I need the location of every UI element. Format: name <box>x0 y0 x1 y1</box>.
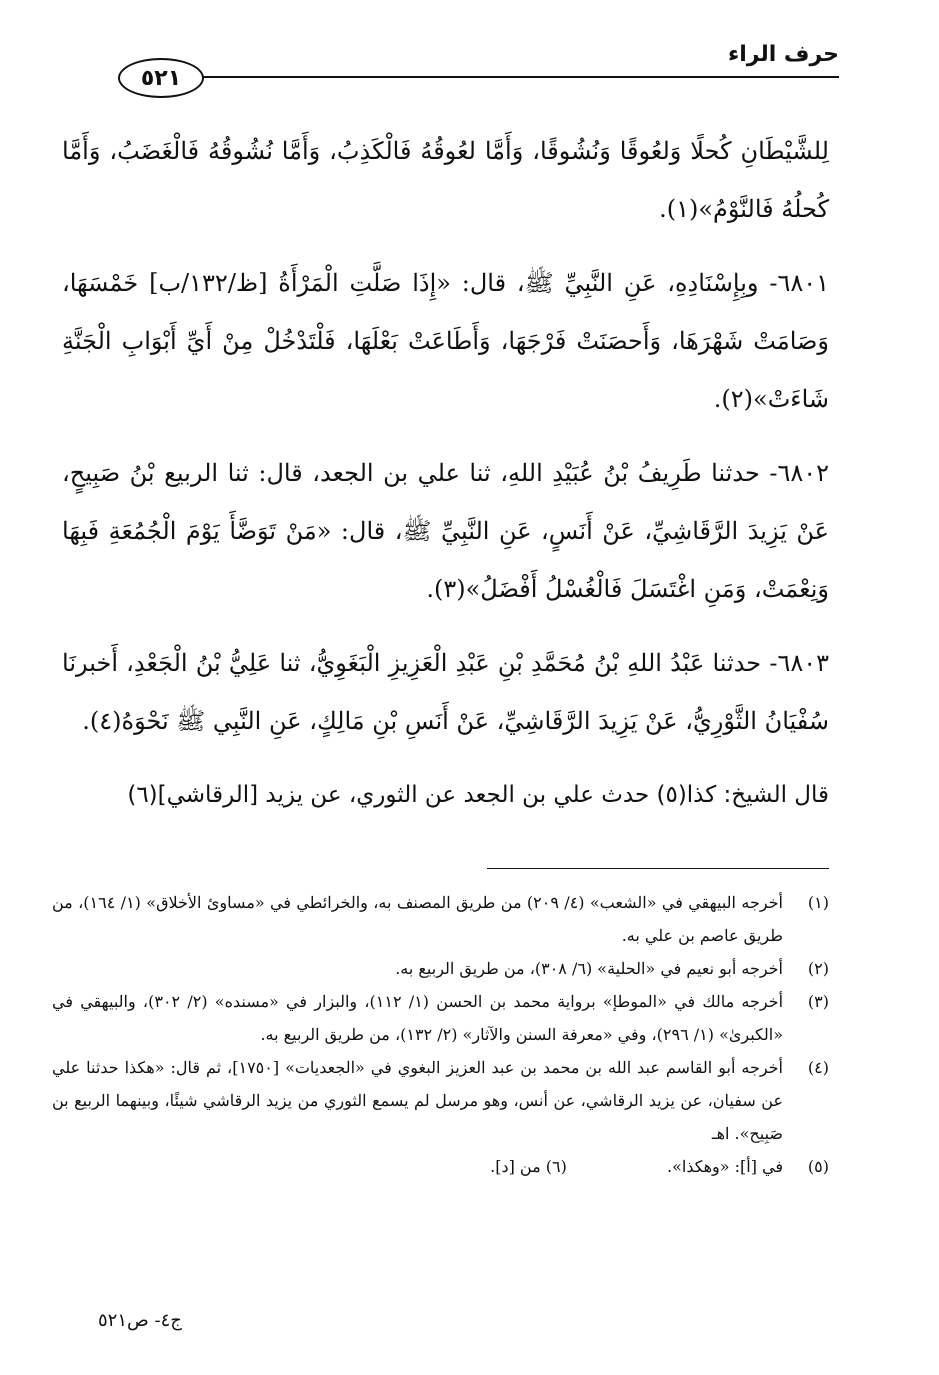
footnote-text: أخرجه أبو القاسم عبد الله بن محمد بن عبد العزيز البغوي في «الجعديات» [١٧٥٠]، ثم قال: «هكذا حدثنا علي عن سفيان، عن يزيد الرقاشي، عن أنس، وهو مرسل لم يسمع الثوري من يزيد الرقاشي شيئًا، وبينهما الربيع بن صَبِيح». اهـ <box>52 1058 783 1143</box>
page-number-badge: ٥٢١ <box>118 58 204 98</box>
footnote-number: (٢) <box>807 959 829 978</box>
footnote-text: في [أ]: «وهكذا». <box>667 1157 783 1176</box>
paragraph-continuation: لِلشَّيْطَانِ كُحلًا وَلعُوقًا وَنُشُوقًا، وَأَمَّا لعُوقُهُ فَالْكَذِبُ، وَأَمَّا نُشُوقُهُ فَالْغَضَبُ، وَأَمَّا كُحلُهُ فَالنَّوْمُ»(١). <box>62 137 829 223</box>
chapter-title: حرف الراء <box>727 42 839 67</box>
footnote-separator <box>487 868 829 869</box>
hadith-6802: ٦٨٠٢- حدثنا طَرِيفُ بْنُ عُبَيْدِ اللهِ، ثنا علي بن الجعد، قال: ثنا الربيع بْنُ صَبِيحٍ، عَنْ يَزِيدَ الرَّقَاشِيِّ، عَنْ أَنَسٍ، عَنِ النَّبِيِّ ﷺ، قال: «مَنْ تَوَضَّأَ يَوْمَ الْجُمُعَةِ فَبِهَا وَنِعْمَتْ، وَمَنِ اغْتَسَلَ فَالْغُسْلُ أَفْضَلُ»(٣). <box>62 459 829 603</box>
footnote-2 <box>52 952 829 985</box>
page-header <box>60 36 839 106</box>
footnote-number: (٥) <box>807 1157 829 1176</box>
header-rule <box>200 76 839 78</box>
footnote-3 <box>52 985 829 1051</box>
footnote-text: أخرجه البيهقي في «الشعب» (٤/ ٢٠٩) من طريق المصنف به، والخرائطي في «مساوئ الأخلاق» (١/ ١٦٤)، من طريق عاصم بن علي به. <box>52 893 783 945</box>
sheikh-comment: قال الشيخ: كذا(٥) حدث علي بن الجعد عن الثوري، عن يزيد [الرقاشي](٦) <box>127 782 829 808</box>
hadith-6803: ٦٨٠٣- حدثنا عَبْدُ اللهِ بْنُ مُحَمَّدِ بْنِ عَبْدِ الْعَزِيزِ الْبَغَوِيُّ، ثنا عَلِيُّ بْنُ الْجَعْدِ، أَخبرنَا سُفْيَانُ الثَّوْرِيُّ، عَنْ يَزِيدَ الرَّقَاشِيِّ، عَنْ أَنَسِ بْنِ مَالِكٍ، عَنِ النَّبِي ﷺ نَحْوَهُ(٤). <box>62 649 829 735</box>
footnotes <box>52 886 829 1183</box>
footnote-5-6 <box>52 1150 829 1183</box>
footnote-text: أخرجه أبو نعيم في «الحلية» (٦/ ٣٠٨)، من طريق الربيع به. <box>395 959 783 978</box>
footnote-text: من [د]. <box>490 1157 541 1176</box>
page-reference: ج٤- ص٥٢١ <box>98 1310 182 1331</box>
footnote-text: أخرجه مالك في «الموطإ» برواية محمد بن الحسن (١/ ١١٢)، والبزار في «مسنده» (٢/ ٣٠٢)، والبيهقي في «الكبرىٰ» (١/ ٢٩٦)، وفي «معرفة السنن والآثار» (٢/ ١٣٢)، من طريق الربيع به. <box>52 992 784 1044</box>
footnote-number: (٦) <box>545 1157 567 1176</box>
footnote-1 <box>52 886 829 952</box>
hadith-6801: ٦٨٠١- وبِإِسْنَادِهِ، عَنِ النَّبِيِّ ﷺ، قال: «إِذَا صَلَّتِ الْمَرْأَةُ [ظ/١٣٢/ب] خَمْسَهَا، وَصَامَتْ شَهْرَهَا، وَأَحصَنَتْ فَرْجَهَا، وَأَطَاعَتْ بَعْلَهَا، فَلْتَدْخُلْ مِنْ أَيِّ أَبْوَابِ الْجَنَّةِ شَاءَتْ»(٢). <box>62 269 829 413</box>
footnote-4 <box>52 1051 829 1150</box>
main-text <box>62 122 829 840</box>
footnote-number: (٣) <box>807 992 829 1011</box>
footnote-number: (٤) <box>807 1058 829 1077</box>
footnote-number: (١) <box>807 893 829 912</box>
